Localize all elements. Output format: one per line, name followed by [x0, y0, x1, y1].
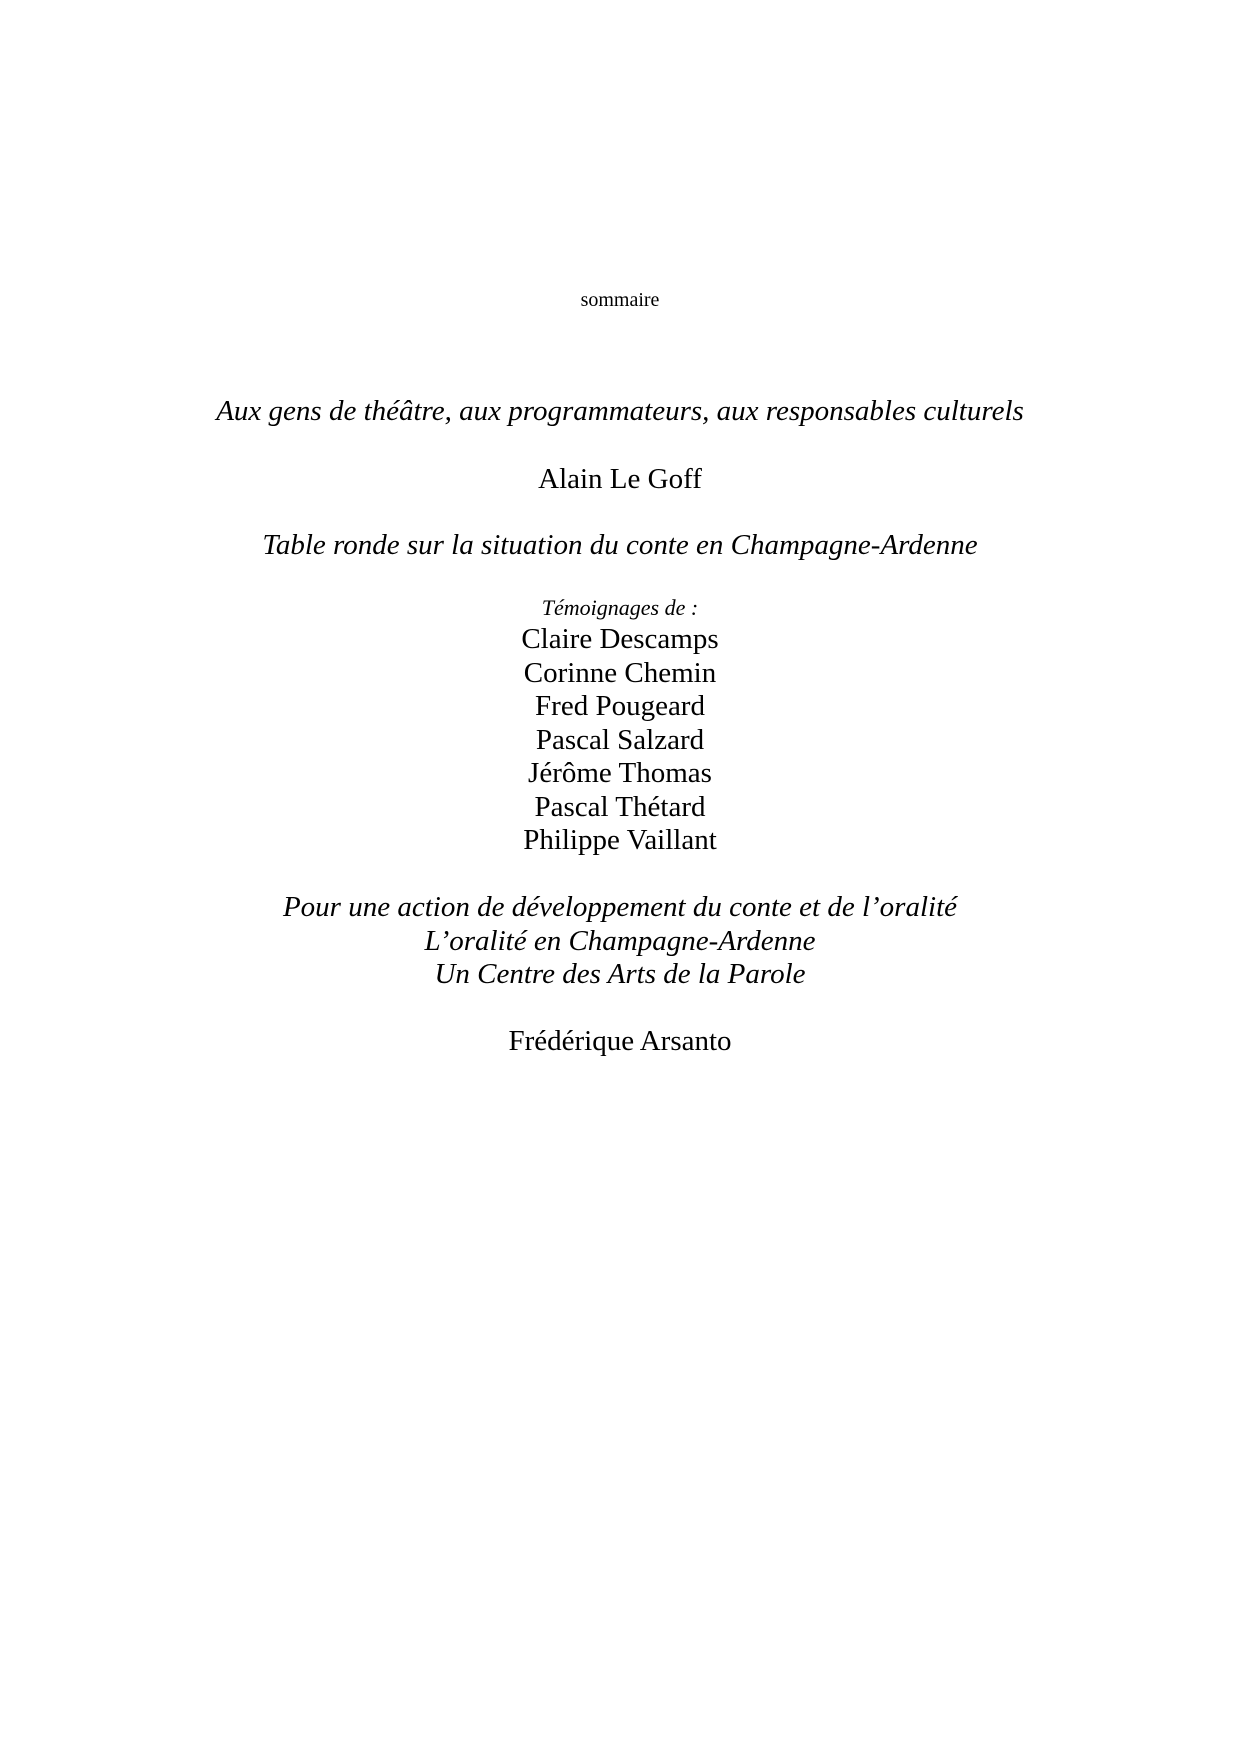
witness-name: Fred Pougeard: [535, 690, 705, 722]
witnesses-label: Témoignages de :: [541, 595, 699, 620]
section-title: Table ronde sur la situation du conte en Champagne-Ardenne: [262, 529, 978, 561]
witness-name: Corinne Chemin: [523, 657, 717, 689]
page-heading: sommaire: [580, 289, 660, 311]
witness-name: Claire Descamps: [521, 623, 719, 655]
section-title: L’oralité en Champagne-Ardenne: [424, 925, 816, 957]
witness-name: Philippe Vaillant: [523, 824, 717, 856]
witness-name: Jérôme Thomas: [528, 757, 712, 789]
section-title: Un Centre des Arts de la Parole: [434, 958, 806, 990]
section-author: Alain Le Goff: [538, 463, 702, 495]
witness-name: Pascal Salzard: [535, 724, 705, 756]
section-title: Pour une action de développement du conte et de l’oralité: [282, 891, 958, 923]
section-author: Frédérique Arsanto: [508, 1025, 732, 1057]
witness-name: Pascal Thétard: [534, 791, 706, 823]
section-title: Aux gens de théâtre, aux programmateurs, aux responsables culturels: [216, 395, 1024, 427]
